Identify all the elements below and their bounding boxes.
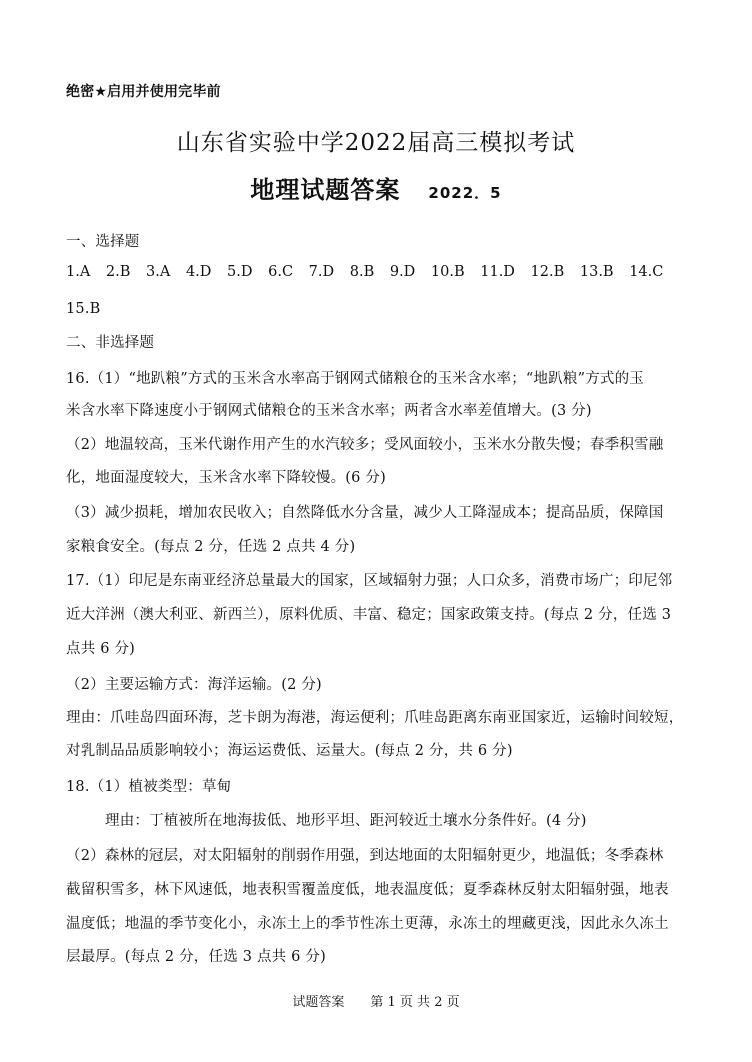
answer-line: 18.（1）植被类型：草甸 — [66, 779, 232, 795]
choice-answer: 6.C — [268, 264, 294, 280]
answer-line: （2）森林的冠层，对太阳辐射的削弱作用强，到达地面的太阳辐射更少，地温低；冬季森林 — [66, 848, 664, 864]
choice-answer: 3.A — [146, 264, 171, 280]
section-heading-nonchoice: 二、非选择题 — [66, 335, 155, 351]
answer-line: 理由：爪哇岛四面环海，芝卡朗为海港，海运便利；爪哇岛距离东南亚国家近，运输时间较短， — [66, 710, 684, 726]
answer-line: （2）主要运输方式：海洋运输。(2 分) — [66, 677, 322, 693]
choice-answer: 10.B — [430, 264, 465, 280]
choice-answer: 13.B — [579, 264, 614, 280]
choice-answer: 2.B — [105, 264, 131, 280]
answer-line: 理由：丁植被所在地海拔低、地形平坦、距河较近土壤水分条件好。(4 分) — [105, 813, 587, 829]
confidential-label: 绝密★启用并使用完毕前 — [66, 84, 221, 100]
answer-line: 层最厚。(每点 2 分，任选 3 点共 6 分) — [66, 949, 326, 965]
choice-answer: 12.B — [530, 264, 565, 280]
subject-title-row — [0, 173, 752, 210]
choice-answer: 14.C — [629, 264, 664, 280]
choice-answers-row — [66, 262, 706, 282]
answer-line: 近大洋洲（澳大利亚、新西兰），原料优质、丰富、稳定；国家政策支持。(每点 2 分，任选 3 — [66, 607, 672, 623]
answer-line: 家粮食安全。(每点 2 分，任选 2 点共 4 分) — [66, 539, 356, 555]
choice-answer: 9.D — [389, 264, 416, 280]
choice-answer: 7.D — [308, 264, 335, 280]
section-heading-choice: 一、选择题 — [66, 234, 140, 250]
answer-line: 温度低；地温的季节变化小，永冻土上的季节性冻土更薄，永冻土的埋藏更浅，因此永久冻土 — [66, 916, 669, 932]
answer-line: 对乳制品品质影响较小；海运运费低、运量大。(每点 2 分，共 6 分) — [66, 743, 513, 759]
answer-line: 截留积雪多，林下风速低，地表积雪覆盖度低，地表温度低；夏季森林反射太阳辐射强，地表 — [66, 882, 669, 898]
choice-answer: 1.A — [66, 264, 91, 280]
exam-title: 山东省实验中学2022届高三模拟考试 — [176, 130, 576, 156]
choice-answer: 8.B — [349, 264, 375, 280]
answer-line: 米含水率下降速度小于钢网式储粮仓的玉米含水率；两者含水率差值增大。(3 分) — [66, 403, 592, 419]
answer-line: （2）地温较高，玉米代谢作用产生的水汽较多；受风面较小，玉米水分散失慢；春季积雪融 — [66, 437, 664, 453]
page-footer: 试题答案 第 1 页 共 2 页 — [292, 995, 460, 1010]
answer-line: 点共 6 分) — [66, 641, 136, 657]
exam-date: 2022．5 — [428, 184, 502, 202]
answer-line: 化，地面湿度较大，玉米含水率下降较慢。(6 分) — [66, 470, 386, 486]
answer-line: 17.（1）印尼是东南亚经济总量最大的国家，区域辐射力强；人口众多，消费市场广；印尼邻 — [66, 573, 673, 589]
answer-line: （3）减少损耗，增加农民收入；自然降低水分含量，减少人工降湿成本；提高品质，保障国 — [66, 505, 664, 521]
choice-answer: 11.D — [480, 264, 515, 280]
choice-answer-last: 15.B — [66, 301, 101, 317]
answer-line: 16.（1）“地趴粮”方式的玉米含水率高于钢网式储粮仓的玉米含水率；“地趴粮”方式的玉 — [66, 371, 645, 387]
subject-title: 地理试题答案 — [250, 176, 401, 204]
choice-answer: 5.D — [227, 264, 253, 280]
choice-answer: 4.D — [185, 264, 212, 280]
